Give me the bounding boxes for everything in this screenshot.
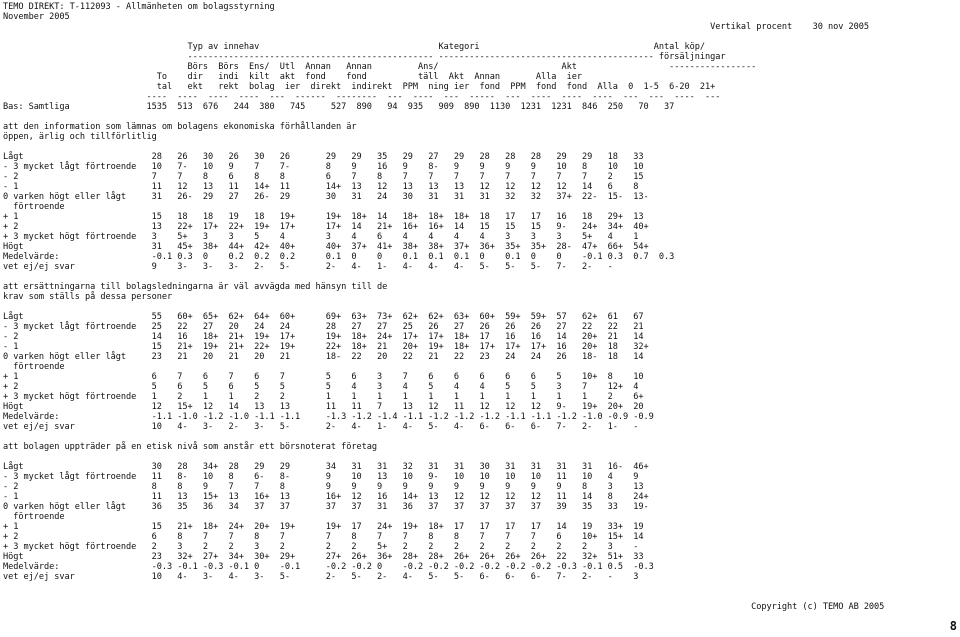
report-line: - 3 mycket lågt förtroende 11 8- 10 8 6- 8- 9 10 13 10 9- 10 10 10 10 11 10 4 9	[3, 472, 639, 482]
report-line: att bolagen uppträder på en etisk nivå som anstår ett börsnoterat företag	[3, 442, 378, 452]
report-line: + 3 mycket högt förtroende 3 5+ 3 3 5 4 3 4 6 4 4 4 4 3 3 3 5+ 4 1	[3, 232, 639, 242]
report-line: + 2 5 6 5 6 5 5 5 4 3 4 5 4 4 5 5 3 7 12+ 4	[3, 382, 639, 392]
report-line: ------------------------------------------------ ------------------------------------------ försäljningar	[3, 52, 726, 62]
report-line: Högt 31 45+ 38+ 44+ 42+ 40+ 40+ 37+ 41+ 38+ 38+ 37+ 36+ 35+ 35+ 28- 47+ 66+ 54+	[3, 242, 649, 252]
report-line: Medelvärde: -0.3 -0.1 -0.3 -0.1 0 -0.1 -0.2 -0.2 0 -0.2 -0.2 -0.2 -0.2 -0.2 -0.2 -0.3 -0.1 0.5 -0.3	[3, 562, 654, 572]
report-line: tal ekt rekt bolag ier direkt indirekt PPM ning ier fond PPM fond fond Alla 0 1-5 6-20 21+	[3, 82, 716, 92]
report-line: + 3 mycket högt förtroende 2 3 2 2 3 2 2 2 5+ 2 2 2 2 2 2 2 2 3 -	[3, 542, 639, 552]
report-line: Medelvärde: -0.1 0.3 0 0.2 0.2 0.2 0.1 0 0 0.1 0.1 0.1 0 0.1 0 0 -0.1 0.3 0.7 0.3	[3, 252, 675, 262]
report-line: krav som ställs på dessa personer	[3, 292, 173, 302]
report-line: Medelvärde: -1.1 -1.0 -1.2 -1.0 -1.1 -1.1 -1.3 -1.2 -1.4 -1.1 -1.2 -1.2 -1.2 -1.1 -1.1 -1.2 -1.0 -0.9 -0.9	[3, 412, 654, 422]
report-line: + 1 15 21+ 18+ 24+ 20+ 19+ 19+ 17 24+ 19+ 18+ 17 17 17 17 14 19 33+ 19	[3, 522, 644, 532]
report-line: Copyright (c) TEMO AB 2005	[3, 602, 885, 612]
page-number: 8	[949, 619, 957, 633]
report-line: förtroende	[3, 512, 65, 522]
report-line: vet ej/ej svar 9 3- 3- 3- 2- 5- 2- 4- 1- 4- 4- 4- 5- 5- 5- 7- 2- -	[3, 262, 613, 272]
report-line: att ersättningarna till bolagsledningarna är väl avvägda med hänsyn till de	[3, 282, 388, 292]
report-line: + 1 15 18 18 19 18 19+ 19+ 18+ 14 18+ 18+ 18+ 18 17 17 16 18 29+ 13	[3, 212, 644, 222]
report-line: Högt 23 32+ 27+ 34+ 30+ 29+ 27+ 26+ 36+ 28+ 28+ 26+ 26+ 26+ 26+ 22 32+ 51+ 33	[3, 552, 644, 562]
report-line: - 2 8 8 9 7 7 8 9 9 9 9 9 9 9 9 9 9 8 3 13	[3, 482, 644, 492]
report-line: förtroende	[3, 362, 65, 372]
report-line: To dir indi kilt akt fond fond täll Akt Annan Alla ier	[3, 72, 582, 82]
report-line: - 1 11 13 15+ 13 16+ 13 16+ 12 16 14+ 13 12 12 12 12 11 14 8 24+	[3, 492, 649, 502]
report-line: - 2 7 7 8 6 8 8 6 7 8 7 7 7 7 7 7 7 7 2 15	[3, 172, 644, 182]
report-line: vet ej/ej svar 10 4- 3- 2- 3- 5- 2- 4- 1- 4- 5- 4- 6- 6- 6- 7- 2- 1- -	[3, 422, 639, 432]
report-line: - 3 mycket lågt förtroende 10 7- 10 9 7 7- 8 9 16 9 8- 9 9 9 9 10 8 10 10	[3, 162, 644, 172]
report-line: 0 varken högt eller lågt 31 26- 29 27 26- 29 30 31 24 30 31 31 31 32 32 37+ 22- 15- 13-	[3, 192, 649, 202]
report-line: Högt 12 15+ 12 14 13 13 11 11 7 13 12 11 12 12 12 9- 19+ 20+ 20	[3, 402, 644, 412]
report-line: November 2005	[3, 12, 70, 22]
report-line: + 2 13 22+ 17+ 22+ 19+ 17+ 17+ 14 21+ 16+ 16+ 14 15 15 15 9- 24+ 34+ 40+	[3, 222, 649, 232]
report-line: att den information som lämnas om bolagens ekonomiska förhållanden är	[3, 122, 357, 132]
report-line: Lågt 30 28 34+ 28 29 29 34 31 31 32 31 31 30 31 31 31 31 16- 46+	[3, 462, 649, 472]
report-line: Lågt 55 60+ 65+ 62+ 64+ 60+ 69+ 63+ 73+ 62+ 62+ 63+ 60+ 59+ 59+ 57 62+ 61 67	[3, 312, 644, 322]
report-line: - 1 15 21+ 19+ 21+ 22+ 19+ 22+ 18+ 21 20+ 19+ 18+ 17+ 17+ 17+ 16 20+ 18 32+	[3, 342, 649, 352]
report-line: vet ej/ej svar 10 4- 3- 4- 3- 5- 2- 5- 2- 4- 5- 5- 6- 6- 6- 7- 2- - 3	[3, 572, 639, 582]
report-line: Typ av innehav Kategori Antal köp/	[3, 42, 705, 52]
report-line: Bas: Samtliga 1535 513 676 244 380 745 527 890 94 935 909 890 1130 1231 1231 846 250 70 37	[3, 102, 675, 112]
report-line: öppen, ärlig och tillförlitlig	[3, 132, 157, 142]
report-line: 0 varken högt eller lågt 36 35 36 34 37 37 37 37 31 36 37 37 37 37 37 39 35 33 19-	[3, 502, 649, 512]
report-line: TEMO DIREKT: T-112093 - Allmänheten om bolagsstyrning	[3, 2, 275, 12]
report-line: + 3 mycket högt förtroende 1 2 1 1 2 2 1 1 1 1 1 1 1 1 1 1 1 2 6+	[3, 392, 644, 402]
report-line: + 1 6 7 6 7 6 7 5 6 3 7 6 6 6 6 6 5 10+ 8 10	[3, 372, 644, 382]
report-line: Lågt 28 26 30 26 30 26 29 29 35 29 27 29 28 28 28 29 29 18 33	[3, 152, 644, 162]
report-line: + 2 6 8 7 7 8 7 7 8 7 7 8 8 7 7 7 6 10+ 15+ 14	[3, 532, 644, 542]
report-line: ---- ---- ---- ---- --- ------ -------- --- ---- --- ----- --- ---- ---- ---- --- --- ---- ---	[3, 92, 721, 102]
report-line: - 2 14 16 18+ 21+ 19+ 17+ 19+ 18+ 24+ 17+ 17+ 18+ 17 16 16 14 20+ 21 14	[3, 332, 644, 342]
report-line: 0 varken högt eller lågt 23 21 20 21 20 21 18- 22 20 22 21 22 23 24 24 26 18- 18 14	[3, 352, 644, 362]
report-line: - 3 mycket lågt förtroende 25 22 27 20 24 24 28 27 27 25 26 27 26 26 26 27 22 22 21	[3, 322, 644, 332]
report-line: Vertikal procent 30 nov 2005	[3, 22, 869, 32]
report-line: - 1 11 12 13 11 14+ 11 14+ 13 12 13 13 13 12 12 12 12 14 6 8	[3, 182, 639, 192]
report-line: förtroende	[3, 202, 65, 212]
report-line: Börs Börs Ens/ Utl Annan Annan Ans/ Akt -----------------	[3, 62, 757, 72]
